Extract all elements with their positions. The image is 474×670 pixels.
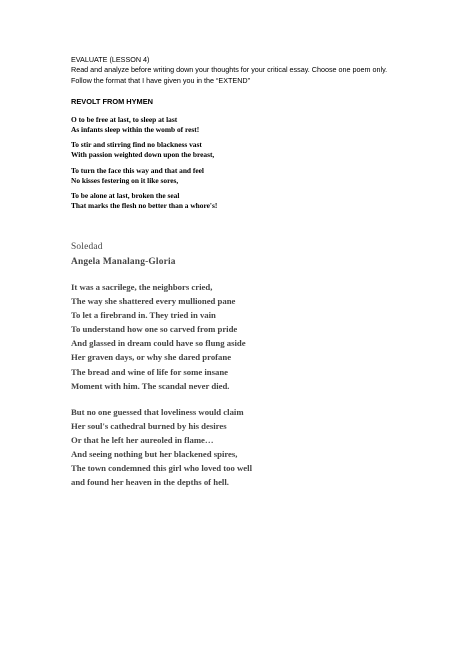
poem-line: The bread and wine of life for some insane bbox=[71, 366, 229, 377]
poem-line: To stir and stirring find no blackness vast bbox=[71, 140, 202, 150]
poem-line: And glassed in dream could have so flung aside bbox=[71, 338, 246, 349]
poem-line: But no one guessed that loveliness would claim bbox=[71, 406, 244, 417]
poem-line: That marks the flesh no better than a whore's! bbox=[71, 201, 218, 211]
instructions bbox=[71, 55, 431, 86]
poem-title: REVOLT FROM HYMEN bbox=[71, 97, 153, 106]
poem-line: Her graven days, or why she dared profane bbox=[71, 352, 232, 363]
poem-heading bbox=[71, 240, 176, 271]
poem-author: Angela Manalang-Gloria bbox=[71, 257, 176, 268]
instruction-line: Read and analyze before writing down your thoughts for your critical essay. Choose one poem only. bbox=[71, 65, 388, 75]
poem-line: Her soul's cathedral burned by his desires bbox=[71, 420, 227, 431]
poem-line: With passion weighted down upon the breast, bbox=[71, 150, 215, 160]
stanza bbox=[71, 140, 411, 160]
poem-line: To turn the face this way and that and feel bbox=[71, 165, 204, 175]
stanza bbox=[71, 191, 411, 211]
poem-line: It was a sacrilege, the neighbors cried, bbox=[71, 282, 213, 292]
poem-title: Soledad bbox=[71, 242, 103, 252]
lesson-heading: EVALUATE (LESSON 4) bbox=[71, 55, 150, 64]
stanza bbox=[71, 280, 411, 393]
poem-line: To be alone at last, broken the seal bbox=[71, 191, 180, 201]
poem-line: And seeing nothing but her blackened spires, bbox=[71, 449, 238, 460]
poem-line: To understand how one so carved from pride bbox=[71, 324, 238, 335]
instruction-line: Follow the format that I have given you in the “EXTEND” bbox=[71, 75, 250, 85]
poem-line: To let a firebrand in. They tried in vain bbox=[71, 310, 216, 321]
poem-line: Moment with him. The scandal never died. bbox=[71, 380, 230, 391]
stanza bbox=[71, 166, 411, 186]
poem-line: and found her heaven in the depths of hell. bbox=[71, 477, 229, 488]
poem-line: As infants sleep within the womb of rest! bbox=[71, 124, 200, 134]
poem-line: No kisses festering on it like sores, bbox=[71, 175, 179, 185]
poem-line: The way she shattered every mullioned pane bbox=[71, 296, 236, 307]
poem-line: Or that he left her aureoled in flame… bbox=[71, 434, 214, 445]
stanza bbox=[71, 405, 411, 490]
stanza bbox=[71, 115, 411, 135]
poem-soledad bbox=[71, 280, 411, 501]
poem-line: O to be free at last, to sleep at last bbox=[71, 115, 178, 124]
poem-revolt-from-hymen bbox=[71, 115, 411, 217]
poem-line: The town condemned this girl who loved too well bbox=[71, 463, 252, 474]
